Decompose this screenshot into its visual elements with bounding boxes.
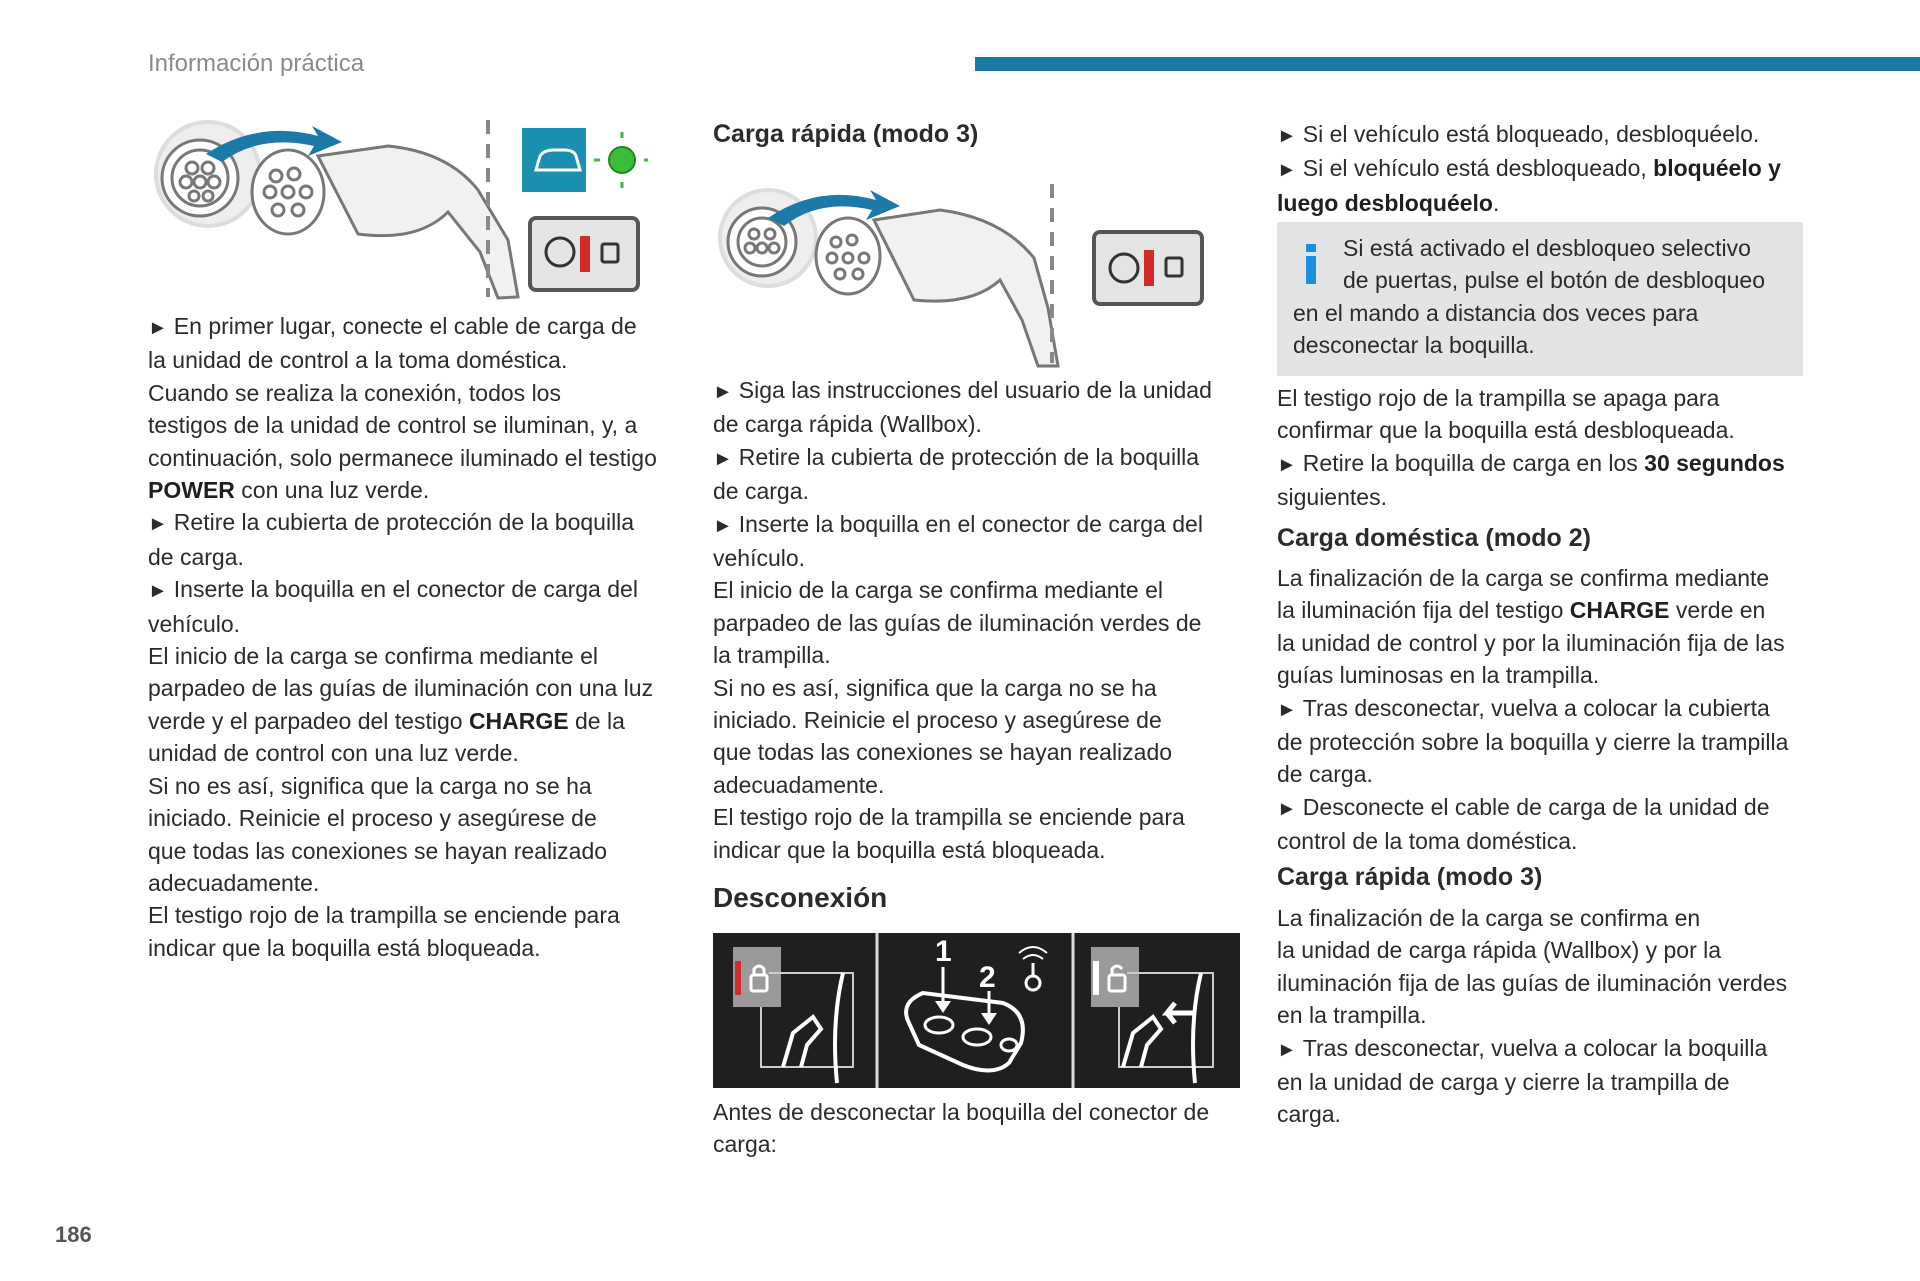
column-3-body (1277, 382, 1817, 514)
fast-charge-plug-illustration (718, 178, 1218, 368)
instruction-connect: ► En primer lugar, conecte el cable de carga de la unidad de control a la toma doméstica. (148, 313, 637, 374)
paragraph-before-disconnect: Antes de desconectar la boquilla del conector de carga: (713, 1099, 1210, 1158)
step-1-label: 1 (935, 935, 952, 968)
heading-fast-charge-end: Carga rápida (modo 3) (1277, 863, 1543, 891)
section-header: Información práctica (148, 50, 365, 77)
paragraph-red-light-off: El testigo rojo de la trampilla se apaga para confirmar que la boquilla está desbloqueada. (1277, 385, 1735, 444)
column-3 (1277, 118, 1817, 219)
info-box: Si está activado el desbloqueo selectivo de puertas, pulse el botón de desbloqueo en el mando a distancia dos veces para desconectar la boquilla. (1277, 222, 1803, 376)
instruction-if-locked: ► Si el vehículo está bloqueado, desbloquéelo. (1277, 121, 1760, 147)
charging-plug-illustration (148, 112, 648, 304)
header-accent-bar (975, 57, 1920, 71)
paragraph-connection: Cuando se realiza la conexión, todos los testigos de la unidad de control se iluminan, y, a continuación, solo permanece iluminado el testigo POWER con una luz verde. (148, 379, 657, 504)
info-icon (1303, 244, 1319, 284)
column-3-fast (1277, 902, 1817, 1131)
instruction-remove-30s: ► Retire la boquilla de carga en los 30 segundos siguientes. (1277, 449, 1785, 511)
heading-home-charge: Carga doméstica (modo 2) (1277, 524, 1591, 552)
paragraph-start: El inicio de la carga se confirma mediante el parpadeo de las guías de iluminación verdes de la trampilla. (713, 577, 1202, 669)
control-unit-icon (530, 218, 638, 290)
column-3-home (1277, 562, 1817, 858)
instruction-if-unlocked: ► Si el vehículo está desbloqueado, bloquéelo y luego desbloquéelo. (1277, 155, 1781, 216)
instruction-wallbox: ► Siga las instrucciones del usuario de la unidad de carga rápida (Wallbox). (713, 377, 1212, 438)
instruction-replace-cover: ► Tras desconectar, vuelva a colocar la cubierta de protección sobre la boquilla y cierre la trampilla de carga. (1277, 694, 1789, 788)
instruction-insert: ► Inserte la boquilla en el conector de carga del vehículo. (713, 510, 1203, 572)
disconnection-illustration (713, 933, 1240, 1088)
page-number: 186 (55, 1222, 92, 1247)
green-light-icon (609, 147, 635, 173)
control-unit-icon (1094, 232, 1202, 304)
paragraph-fast-end: La finalización de la carga se confirma en la unidad de carga rápida (Wallbox) y por la iluminación fija de las guías de iluminación verdes en la trampilla. (1277, 905, 1788, 1029)
instruction-remove-cover: ► Retire la cubierta de protección de la boquilla de carga. (713, 443, 1200, 505)
instruction-return-plug: ► Tras desconectar, vuelva a colocar la boquilla en la unidad de carga y cierre la trampilla de carga. (1277, 1034, 1768, 1128)
paragraph-locked: El testigo rojo de la trampilla se enciende para indicar que la boquilla está bloqueada. (713, 804, 1185, 863)
heading-fast-charge: Carga rápida (modo 3) (713, 120, 979, 148)
heading-disconnection: Desconexión (713, 882, 888, 913)
column-2 (713, 374, 1243, 866)
column-1 (148, 310, 678, 964)
paragraph-failure: Si no es así, significa que la carga no se ha iniciado. Reinicie el proceso y asegúrese de que todas las conexiones se hayan realizado adecuadamente. (148, 772, 608, 896)
paragraph-start: El inicio de la carga se confirma mediante el parpadeo de las guías de iluminación con una luz verde y el parpadeo del testigo CHARGE de la unidad de control con una luz verde. (148, 643, 654, 767)
paragraph-home-end: La finalización de la carga se confirma mediante la iluminación fija del testigo CHARGE verde en la unidad de control y por la iluminación fija de las guías luminosas en la trampilla. (1277, 565, 1785, 689)
instruction-insert: ► Inserte la boquilla en el conector de carga del vehículo. (148, 576, 638, 637)
instruction-disconnect-cable: ► Desconecte el cable de carga de la unidad de control de la toma doméstica. (1277, 793, 1770, 855)
plug-icon (816, 210, 1058, 366)
step-2-label: 2 (979, 961, 996, 994)
paragraph-failure: Si no es así, significa que la carga no se ha iniciado. Reinicie el proceso y asegúrese de que todas las conexiones se hayan realizado adecuadamente. (713, 674, 1173, 798)
plug-icon (252, 146, 518, 298)
instruction-remove-cover: ► Retire la cubierta de protección de la boquilla de carga. (148, 509, 635, 570)
paragraph-locked: El testigo rojo de la trampilla se enciende para indicar que la boquilla está bloqueada. (148, 902, 620, 961)
